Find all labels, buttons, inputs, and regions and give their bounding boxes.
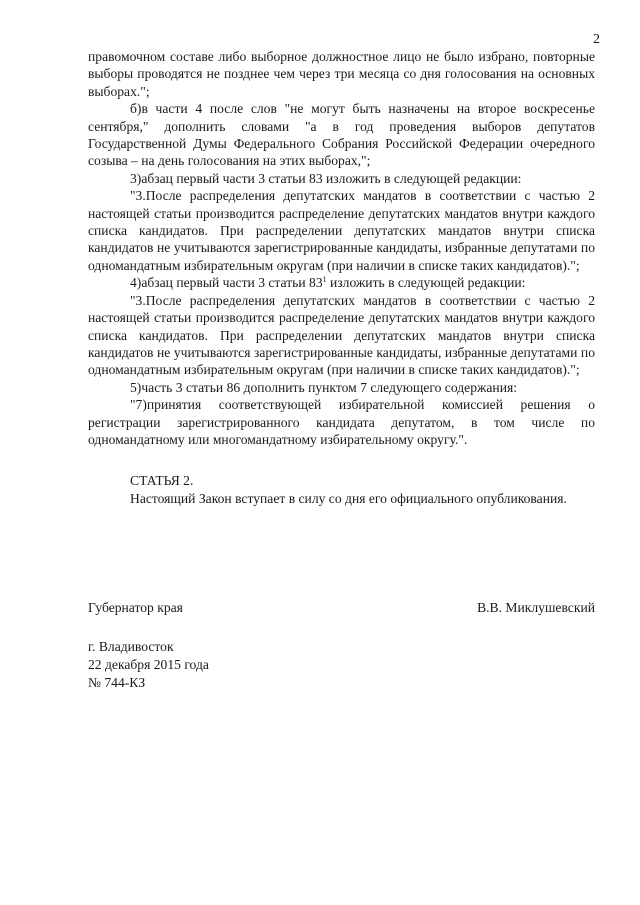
article-text: Настоящий Закон вступает в силу со дня его официального опубликования. xyxy=(130,490,567,506)
item-4-text-after: изложить в следующей редакции: xyxy=(326,275,526,291)
item-4-text: 4)абзац первый части 3 статьи 83 xyxy=(130,275,323,291)
signatory-position: Губернатор края xyxy=(88,600,183,615)
signatory-name: В.В. Миклушевский xyxy=(477,600,595,615)
paragraph-item-3: 3)абзац первый части 3 статьи 83 изложить в следующей редакции: xyxy=(130,170,522,186)
paragraph-quote-83-1: "3.После распределения депутатских мандатов в соответствии с частью 2 настоящей статьи производится распределение депутатских мандатов внутри каждого списка кандидатов. При распределении депутатских мандатов внутри списка кандидатов не учитываются зарегистрированные кандидаты, избранные депутатами по одномандатным избирательным округам (при наличии в списке таких кандидатов)."; xyxy=(88,292,595,378)
article-heading: СТАТЬЯ 2. xyxy=(130,473,194,489)
date: 22 декабря 2015 года xyxy=(88,657,209,672)
superscript: 1 xyxy=(322,275,327,285)
law-number: № 744-КЗ xyxy=(88,675,146,690)
signature-row xyxy=(88,599,595,616)
paragraph-item-b: б)в части 4 после слов "не могут быть назначены на второе воскресенье сентября," дополнить словами "а в год проведения выборов депутатов Государственной Думы Федерального Собрания Российской Федерации очередного созыва – на день голосования на этих выборах,"; xyxy=(88,101,595,169)
place: г. Владивосток xyxy=(88,639,174,654)
law-text xyxy=(88,48,595,507)
paragraph-continuation: правомочном составе либо выборное должностное лицо не было избрано, повторные выборы проводятся не позднее чем через три месяца со дня голосования на основных выборах."; xyxy=(88,49,595,99)
paragraph-item-5: 5)часть 3 статьи 86 дополнить пунктом 7 следующего содержания: xyxy=(130,379,517,395)
paragraph-quote-83: "3.После распределения депутатских мандатов в соответствии с частью 2 настоящей статьи производится распределение депутатских мандатов внутри каждого списка кандидатов. При распределении депутатских мандатов внутри списка кандидатов не учитываются зарегистрированные кандидаты, избранные депутатами по одномандатным избирательным округам (при наличии в списке таких кандидатов)."; xyxy=(88,188,595,273)
paragraph-item-4 xyxy=(88,274,595,291)
document-details xyxy=(88,638,209,692)
paragraph-quote-86: "7)принятия соответствующей избирательной комиссией решения о регистрации зарегистрированного кандидата депутатом, в том числе по одномандатному или многомандатному избирательному округу.". xyxy=(88,397,595,447)
page-number: 2 xyxy=(593,32,600,47)
